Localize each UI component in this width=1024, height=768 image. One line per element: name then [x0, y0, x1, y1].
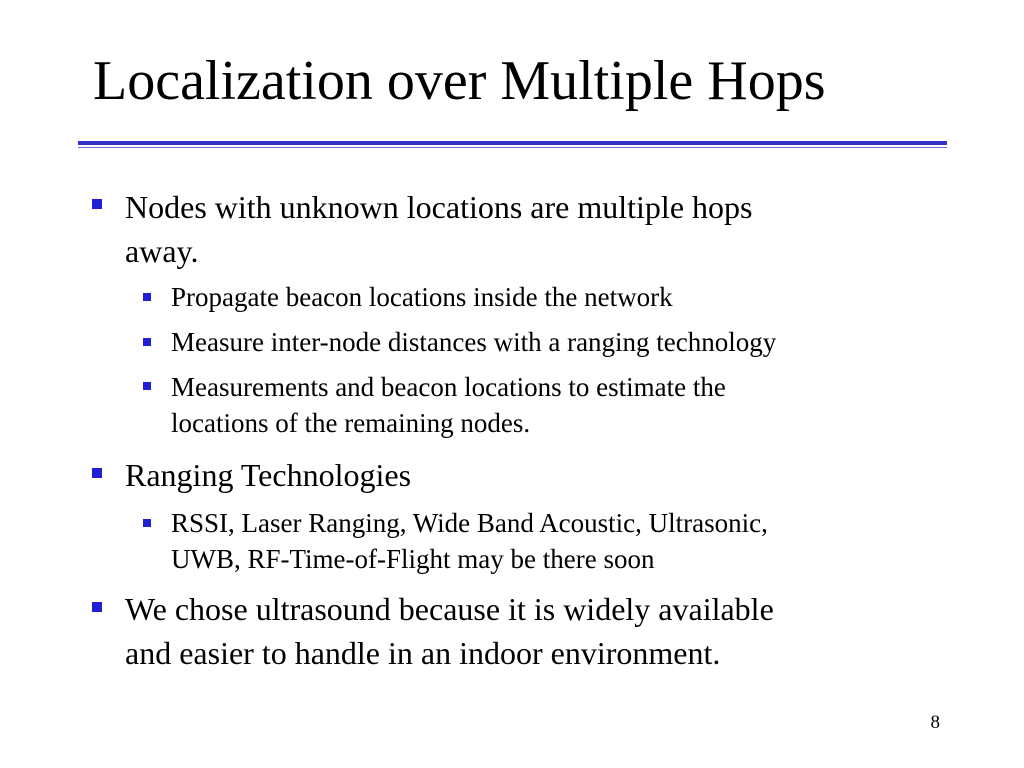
slide-title: Localization over Multiple Hops [93, 50, 826, 112]
bullet-text-line: Propagate beacon locations inside the network [171, 282, 673, 312]
bullet-text-line: Measure inter-node distances with a ranging technology [171, 327, 777, 357]
bullet-text-line: We chose ultrasound because it is widely available [125, 591, 774, 627]
square-bullet-icon [92, 199, 102, 209]
square-bullet-icon [143, 338, 151, 346]
bullet-text-line: UWB, RF-Time-of-Flight may be there soon [171, 544, 655, 574]
bullet-text-line: and easier to handle in an indoor environment. [125, 635, 721, 671]
title-divider-thin-line [78, 147, 947, 148]
bullet-text-line: RSSI, Laser Ranging, Wide Band Acoustic, Ultrasonic, [171, 508, 768, 538]
square-bullet-icon [143, 519, 151, 527]
square-bullet-icon [143, 382, 151, 390]
title-divider [78, 141, 947, 148]
bullet-text-line: locations of the remaining nodes. [171, 408, 531, 438]
square-bullet-icon [92, 602, 102, 612]
bullet-text-line: Measurements and beacon locations to estimate the [171, 372, 726, 402]
bullet-text-line: away. [125, 233, 199, 269]
square-bullet-icon [92, 468, 102, 478]
title-divider-thick-line [78, 141, 947, 145]
page-number: 8 [930, 712, 940, 733]
bullet-text-line: Nodes with unknown locations are multiple hops [125, 189, 753, 225]
bullet-text-line: Ranging Technologies [125, 457, 412, 493]
square-bullet-icon [143, 293, 151, 301]
